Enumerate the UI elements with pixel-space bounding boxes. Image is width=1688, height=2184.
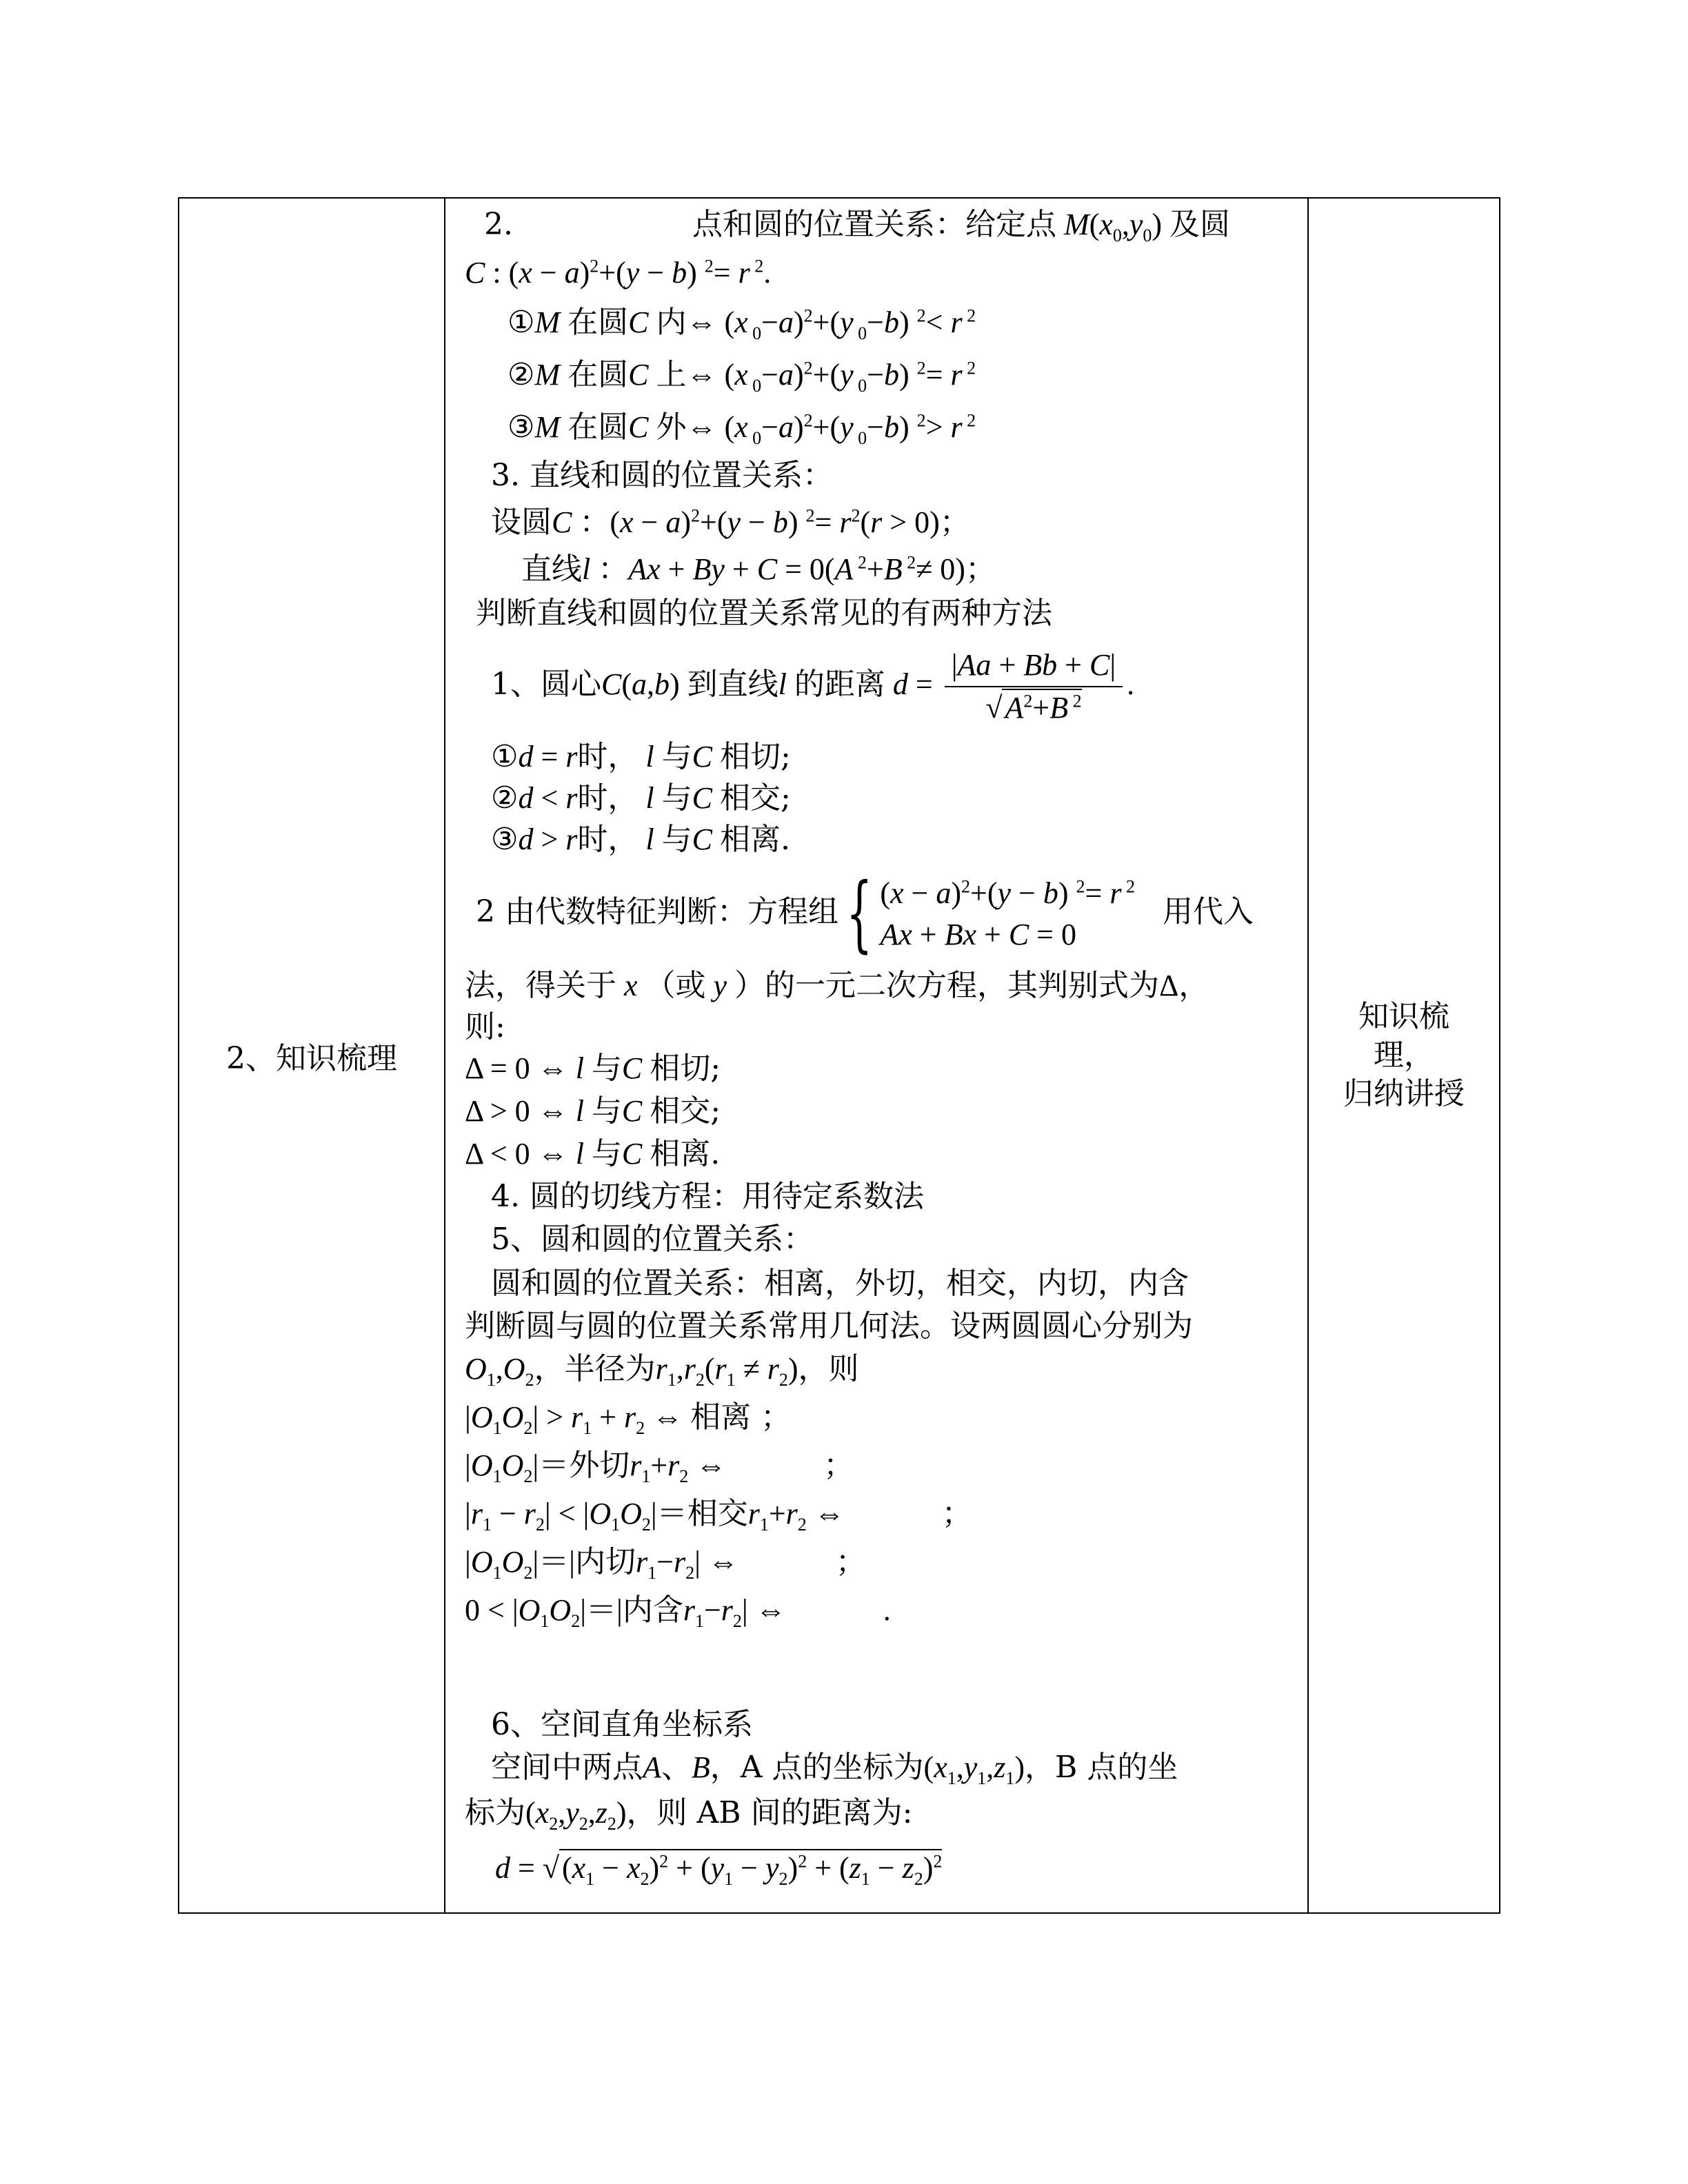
circles-external: $|O_1O_2|=$外切$r_1+r_2$ ⇔ ；: [465, 1448, 854, 1486]
section-label: 2、知识梳理: [226, 1041, 397, 1076]
section-6-heading: 6、空间直角坐标系: [491, 1707, 753, 1742]
section-6-points: 空间中两点A、B，A 点的坐标为$(x_1,y_1,z_1)$，B 点的坐: [491, 1750, 1178, 1788]
point-inside-condition: ①M 在圆C 内⇔ (x $_0$−a)$^2$+(y $_0$−b) $^2$< r $^2$: [508, 305, 976, 343]
delta-negative: Δ < 0 ⇔ l 与C 相离.: [465, 1136, 721, 1171]
section-3-heading: 3. 直线和圆的位置关系：: [491, 458, 833, 493]
section-5-geometry: 判断圆与圆的位置关系常用几何法。设两圆圆心分别为: [465, 1308, 1193, 1344]
distance-formula: $d = √(x_1 - x_2)^2 + (y_1 - y_2)^2 + (z_1 - z_2)^2$: [495, 1848, 942, 1889]
point-outside-condition: ③M 在圆C 外⇔ (x $_0$−a)$^2$+(y $_0$−b) $^2$> r $^2$: [508, 410, 976, 448]
set-circle-line: 设圆C ：$(x - a)^2+(y - b)$ $^2= r^2(r > 0)$；: [491, 505, 970, 540]
section-4-heading: 4. 圆的切线方程：用待定系数法: [491, 1179, 924, 1214]
circles-internal: $|O_1O_2|=|$内切$r_1-r_2|$ ⇔ ；: [465, 1544, 866, 1583]
section-5-centers: $O_1,O_2$，半径为$r_1,r_2(r_1 \ne r_2)$，则: [465, 1351, 859, 1390]
methods-intro: 判断直线和圆的位置关系常见的有两种方法: [476, 596, 1052, 631]
method-2-system: 2 由代数特征判断：方程组{ $(x - a)^2+(y - b)$ $^2$= r $^2$ Ax + Bx + C = 0 用代入: [476, 865, 1254, 962]
section-2-heading: 2. 点和圆的位置关系：给定点 $M(x_0,y_0)$ 及圆: [484, 207, 1231, 245]
point-on-condition: ②M 在圆C 上⇔ (x $_0$−a)$^2$+(y $_0$−b) $^2$= r $^2$: [508, 357, 976, 396]
circles-intersect: $|r_1 - r_2| < |O_1O_2|=$相交$r_1+r_2$ ⇔ ；: [465, 1496, 972, 1535]
method-cell: [1308, 198, 1500, 1913]
method-label-line-2: 理，: [1374, 1038, 1434, 1073]
delta-positive: Δ > 0 ⇔ l 与C 相交;: [465, 1093, 721, 1129]
lesson-table: [178, 197, 1500, 1914]
d-greater-r: ③d > r时， l 与C 相离.: [491, 822, 790, 857]
content-body: [445, 199, 1307, 1912]
d-equals-r: ①d = r时， l 与C 相切;: [491, 739, 791, 774]
d-less-r: ②d < r时， l 与C 相交;: [491, 780, 791, 816]
method-label-line-1: 知识梳: [1358, 999, 1449, 1034]
method-2-then: 则:: [465, 1009, 505, 1044]
method-1-distance: 1、圆心C(a,b) 到直线l 的距离 d = $\frac{|Aa + Bb + C|}{√A^2+B ^2}$ .: [491, 640, 1134, 729]
circle-equation: C : $(x - a)^2+(y - b)$ $^2$= r $^2$.: [465, 256, 772, 290]
method-2-text: 法，得关于 x （或 y ）的一元二次方程，其判别式为Δ，: [465, 968, 1209, 1003]
circles-contain: $0 < |O_1O_2|=|$内含$r_1-r_2|$ ⇔ .: [465, 1593, 891, 1631]
section-cell: [179, 198, 445, 1913]
content-cell: [445, 198, 1308, 1913]
line-equation: 直线l ：Ax + By + C = 0(A $^2$+B $^2$≠ 0)；: [521, 552, 996, 587]
circles-separate: $|O_1O_2| > r_1 + r_2$ ⇔ 相离 ；: [465, 1399, 792, 1438]
section-5-heading: 5、圆和圆的位置关系：: [491, 1222, 814, 1257]
method-label-line-3: 归纳讲授: [1343, 1076, 1465, 1111]
table-row: [179, 198, 1500, 1913]
section-5-list: 圆和圆的位置关系：相离，外切，相交，内切，内含: [491, 1266, 1189, 1301]
section-6-second-point: 标为$(x_2,y_2,z_2)$，则 AB 间的距离为:: [465, 1795, 913, 1834]
delta-zero: Δ = 0 ⇔ l 与C 相切;: [465, 1051, 721, 1086]
